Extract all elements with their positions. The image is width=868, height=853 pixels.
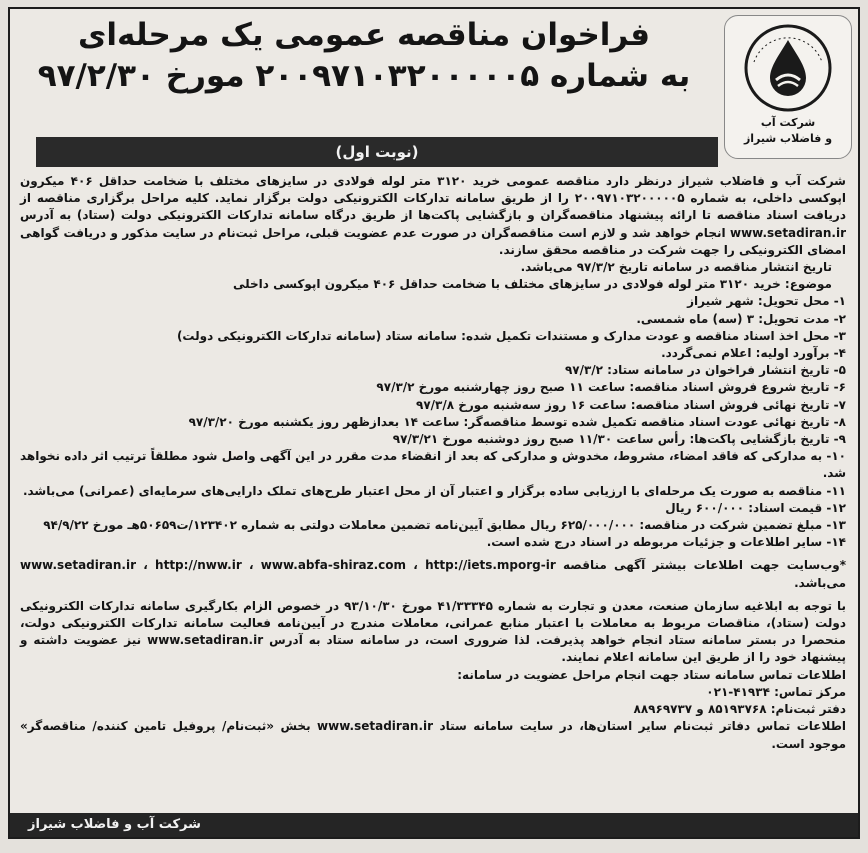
websites-list[interactable]: www.setadiran.ir ، http://nww.ir ، www.abfa-shiraz.com ، http://iets.mporg-ir [20, 558, 556, 573]
setad-notice: با توجه به ابلاغیه سازمان صنعت، معدن و تجارت به شماره ۴۱/۳۳۳۴۵ مورخ ۹۳/۱۰/۳۰ در خصوص الزام بکارگیری سامانه تدارکات الکترونیکی دولت (ستاد)، مناقصات مربوط به معاملات با اعتبار منابع عمرانی، معاملات مندرج در آیین‌نامه فعالیت سامانه تدارکات الکترونیکی دولت، منحصرا در بستر سامانه ستاد انجام خواهد پذیرفت. لذا ضروری است، در سامانه ستاد به آدرس www.setadiran.ir نیز عضویت داشته و پیشنهاد خود را از طریق این سامانه اعلام نمایند. [20, 598, 846, 665]
notice-header [10, 9, 858, 145]
footer-bar [10, 813, 858, 837]
list-item: ۹- تاریخ بازگشایی پاکت‌ها: رأس ساعت ۱۱/۳۰ صبح روز دوشنبه مورخ ۹۷/۳/۲۱ [392, 432, 846, 447]
list-item: ۳- محل اخذ اسناد مناقصه و عودت مدارک و مستندات تکمیل شده: سامانه ستاد (سامانه تدارکات الکترونیکی دولت) [176, 328, 846, 343]
tender-notice [8, 7, 860, 839]
subject: موضوع: خرید ۳۱۲۰ متر لوله فولادی در سایزهای مختلف با ضخامت حداقل ۴۰۶ میکرون اپوکسی داخلی [232, 277, 832, 292]
conditions-list [20, 293, 846, 551]
turn-label-bar [36, 137, 718, 167]
list-item: ۵- تاریخ انتشار فراخوان در سامانه ستاد: ۹۷/۳/۲ [564, 363, 846, 378]
list-item: ۱- محل تحویل: شهر شیراز [687, 294, 846, 309]
list-item: ۷- تاریخ نهائی فروش اسناد مناقصه: ساعت ۱۶ روز سه‌شنبه مورخ ۹۷/۳/۸ [416, 397, 846, 412]
websites-line [20, 557, 846, 591]
contact-center: مرکز تماس: ۴۱۹۳۴-۰۲۱ [706, 684, 846, 699]
contact-provinces: اطلاعات تماس دفاتر ثبت‌نام سایر استان‌ها، در سایت سامانه ستاد www.setadiran.ir بخش «ثبت‌نام/ پروفیل تامین کننده/ مناقصه‌گر» موجود است. [20, 719, 846, 751]
list-item: ۸- تاریخ نهائی عودت اسناد مناقصه تکمیل شده توسط مناقصه‌گر: ساعت ۱۴ بعدازظهر روز یکشنبه مورخ ۹۷/۳/۲۰ [188, 414, 846, 429]
title-line1: فراخوان مناقصه عمومی یک مرحله‌ای [77, 17, 651, 53]
title-line2: به شماره ۲۰۰۹۷۱۰۳۲۰۰۰۰۰۵ مورخ ۹۷/۲/۳۰ [37, 58, 691, 94]
list-item: ۱۰- به مدارکی که فاقد امضاء، مشروط، مخدوش و مدارکی که بعد از انقضاء مدت مقرر در این آگهی واصل شود مطلقاً ترتیب اثر داده نخواهد شد. [20, 449, 846, 481]
company-logo [724, 15, 852, 159]
turn-label: (نوبت اول) [335, 143, 419, 161]
contact-heading: اطلاعات تماس سامانه ستاد جهت انجام مراحل عضویت در سامانه: [457, 667, 846, 682]
websites-suffix: می‌باشد. [794, 575, 846, 590]
list-item: ۱۳- مبلغ تضمین شرکت در مناقصه: ۶۲۵/۰۰۰/۰۰۰ ریال مطابق آیین‌نامه تضمین معاملات دولتی به شماره ۱۲۳۴۰۲/ت۵۰۶۵۹هـ مورخ ۹۴/۹/۲۲ [43, 518, 846, 533]
notice-title [20, 15, 708, 97]
logo-caption-line1: شرکت آب [760, 116, 816, 129]
list-item: ۱۲- قیمت اسناد: ۶۰۰/۰۰۰ ریال [665, 500, 846, 515]
notice-body [20, 173, 846, 753]
intro-paragraph: شرکت آب و فاضلاب شیراز درنظر دارد مناقصه عمومی خرید ۳۱۲۰ متر لوله فولادی در سایزهای مختلف با ضخامت حداقل ۴۰۶ میکرون اپوکسی داخلی، به شماره ۲۰۰۹۷۱۰۳۲۰۰۰۰۰۵ را از طریق سامانه تدارکات الکترونیکی دولت برگزار نماید. کلیه مراحل برگزاری مناقصه از دریافت اسناد مناقصه تا ارائه پیشنهاد مناقصه‌گران و بازگشایی پاکت‌ها از طریق درگاه سامانه تدارکات الکترونیکی دولت (ستاد) به آدرس www.setadiran.ir انجام خواهد شد و لازم است مناقصه‌گران در صورت عدم عضویت قبلی، مراحل ثبت‌نام در سایت مذکور و دریافت گواهی امضای الکترونیکی را جهت شرکت در مناقصه محقق سازند. [20, 174, 847, 257]
water-drop-logo-icon [742, 22, 834, 114]
list-item: ۶- تاریخ شروع فروش اسناد مناقصه: ساعت ۱۱ صبح روز چهارشنبه مورخ ۹۷/۳/۲ [376, 380, 846, 395]
contact-office: دفتر ثبت‌نام: ۸۵۱۹۳۷۶۸ و ۸۸۹۶۹۷۳۷ [633, 702, 846, 717]
list-item: ۴- برآورد اولیه: اعلام نمی‌گردد. [661, 346, 846, 361]
list-item: ۱۱- مناقصه به صورت یک مرحله‌ای با ارزیابی ساده برگزار و اعتبار آن از محل اعتبار طرح‌های تملک دارایی‌های سرمایه‌ای (عمرانی) می‌باشد. [22, 483, 846, 498]
list-item: ۱۴- سایر اطلاعات و جزئیات مربوطه در اسناد درج شده است. [486, 535, 846, 550]
logo-caption-line2: و فاضلاب شیراز [743, 132, 833, 145]
footer-company: شرکت آب و فاضلاب شیراز [28, 817, 201, 832]
list-item: ۲- مدت تحویل: ۳ (سه) ماه شمسی. [636, 311, 846, 326]
publish-date: تاریخ انتشار مناقصه در سامانه تاریخ ۹۷/۳/۲ می‌باشد. [520, 260, 832, 275]
websites-prefix: *وب‌سایت جهت اطلاعات بیشتر آگهی مناقصه [563, 558, 847, 573]
